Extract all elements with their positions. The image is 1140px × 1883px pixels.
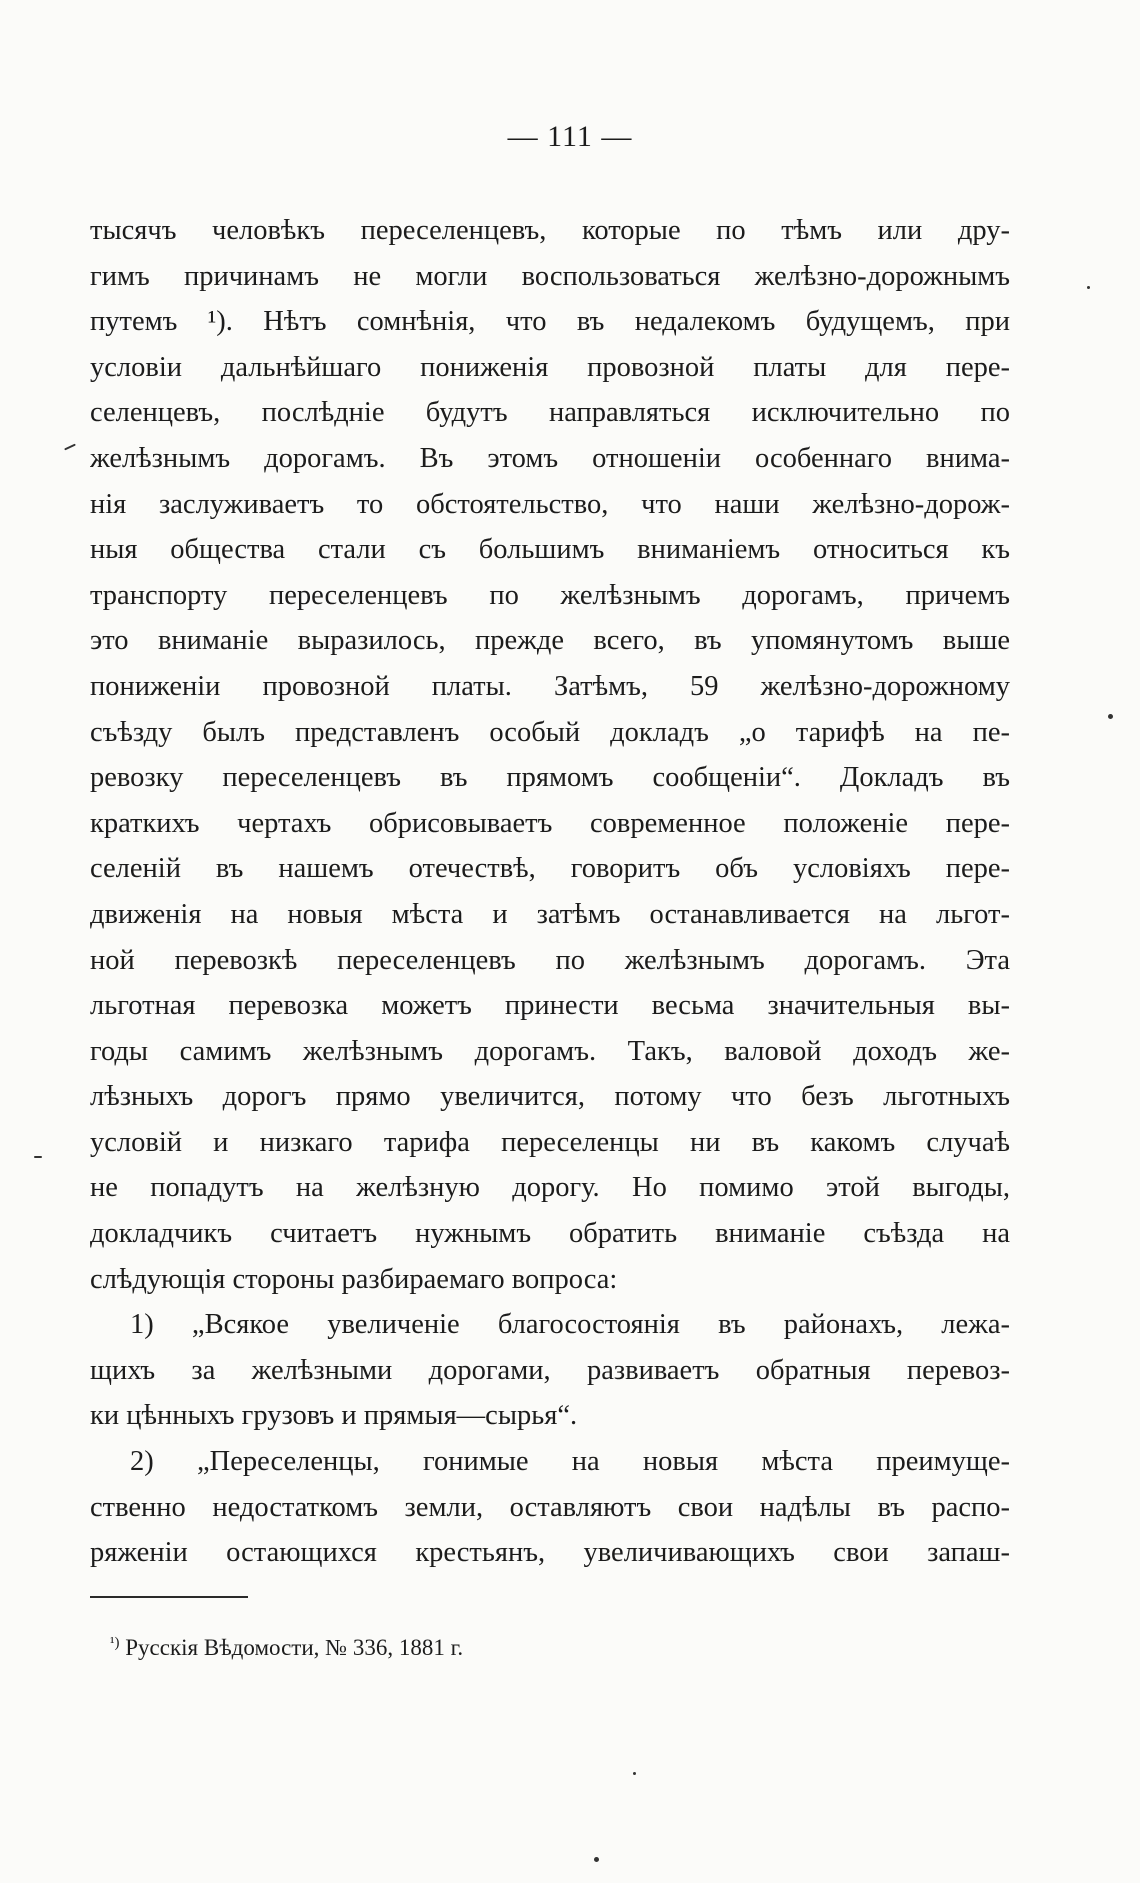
text-line: нія заслуживаетъ то обстоятельство, что наши желѣзно-дорож- (90, 488, 1010, 520)
text-line: желѣзнымъ дорогамъ. Въ этомъ отношеніи особеннаго внима- (90, 442, 1010, 474)
footnote-marker: ¹) (110, 1635, 120, 1651)
text-line: ки цѣнныхъ грузовъ и прямыя—сырья“. (90, 1400, 578, 1432)
scan-speck (34, 1156, 42, 1158)
text-line: условій и низкаго тарифа переселенцы ни въ какомъ случаѣ (90, 1126, 1010, 1158)
list-item-2-line: 2) „Переселенцы, гонимые на новыя мѣста преимуще- (130, 1446, 1010, 1478)
text-line: ныя общества стали съ большимъ вниманіемъ относиться къ (90, 534, 1010, 566)
text-line: щихъ за желѣзными дорогами, развиваетъ обратныя перевоз- (90, 1354, 1010, 1386)
text-line: ревозку переселенцевъ въ прямомъ сообщеніи“. Докладъ въ (90, 762, 1010, 794)
text-line: пониженіи провозной платы. Затѣмъ, 59 желѣзно-дорожному (90, 670, 1010, 702)
text-line: условіи дальнѣйшаго пониженія провозной платы для пере- (90, 351, 1010, 383)
scan-speck (1087, 286, 1090, 289)
text-line: краткихъ чертахъ обрисовываетъ современное положеніе пере- (90, 807, 1010, 839)
text-line: докладчикъ считаетъ нужнымъ обратить вниманіе съѣзда на (90, 1218, 1010, 1250)
text-line: тысячъ человѣкъ переселенцевъ, которые по тѣмъ или дру- (90, 215, 1010, 246)
text-line: движенія на новыя мѣста и затѣмъ останавливается на льгот- (90, 898, 1010, 930)
text-line: путемъ ¹). Нѣтъ сомнѣнія, что въ недалекомъ будущемъ, при (90, 306, 1010, 338)
body-text (90, 208, 1010, 1576)
text-line: это вниманіе выразилось, прежде всего, въ упомянутомъ выше (90, 625, 1010, 657)
scan-speck (594, 1857, 599, 1862)
page-number: — 111 — (507, 120, 633, 153)
text-line: слѣдующія стороны разбираемаго вопроса: (90, 1263, 618, 1295)
text-line: гимъ причинамъ не могли воспользоваться желѣзно-дорожнымъ (90, 260, 1010, 292)
footnote-text: Русскія Вѣдомости, № 336, 1881 г. (125, 1635, 464, 1660)
text-line: лѣзныхъ дорогъ прямо увеличится, потому что безъ льготныхъ (90, 1081, 1010, 1113)
scan-speck (633, 1772, 636, 1775)
footnote-divider (90, 1596, 248, 1598)
text-line: ной перевозкѣ переселенцевъ по желѣзнымъ дорогамъ. Эта (90, 944, 1010, 976)
text-line: селенцевъ, послѣдніе будутъ направляться исключительно по (90, 397, 1010, 429)
text-line: ряженіи остающихся крестьянъ, увеличивающихъ свои запаш- (90, 1537, 1010, 1569)
scan-speck (64, 444, 76, 451)
text-line: годы самимъ желѣзнымъ дорогамъ. Такъ, валовой доходъ же- (90, 1035, 1010, 1067)
text-line: льготная перевозка можетъ принести весьма значительныя вы- (90, 990, 1010, 1022)
text-line: селеній въ нашемъ отечествѣ, говоритъ объ условіяхъ пере- (90, 853, 1010, 885)
scan-speck (1108, 714, 1113, 719)
text-line: съѣзду былъ представленъ особый докладъ „о тарифѣ на пе- (90, 716, 1010, 748)
footnote (110, 1628, 463, 1663)
text-line: ственно недостаткомъ земли, оставляютъ свои надѣлы въ распо- (90, 1491, 1010, 1523)
list-item-1-line: 1) „Всякое увеличеніе благосостоянія въ районахъ, лежа- (130, 1309, 1010, 1341)
text-line: не попадутъ на желѣзную дорогу. Но помимо этой выгоды, (90, 1172, 1010, 1204)
text-line: транспорту переселенцевъ по желѣзнымъ дорогамъ, причемъ (90, 579, 1010, 611)
